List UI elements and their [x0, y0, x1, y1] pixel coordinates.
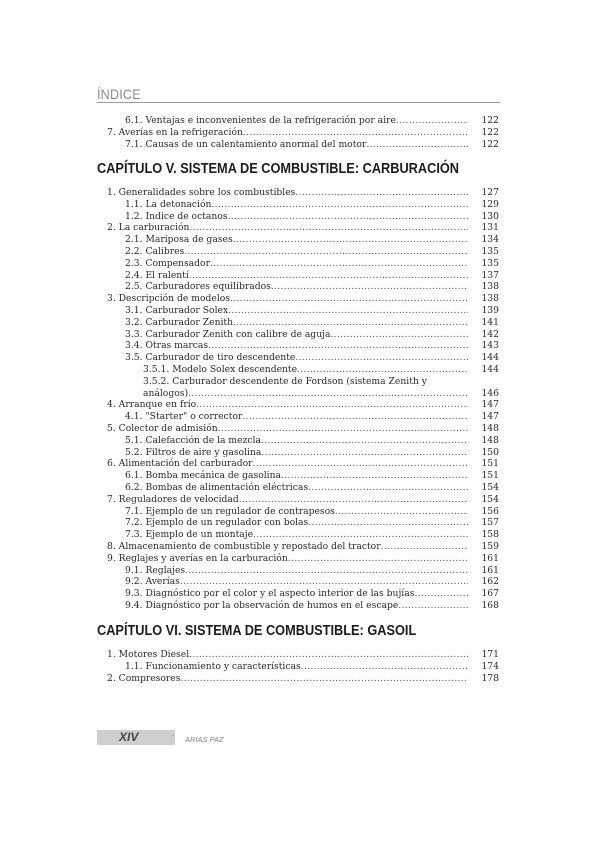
- toc-entry: [0, 364, 600, 376]
- toc-entry-title: [125, 329, 468, 341]
- chapter-v-heading: CAPÍTULO V. SISTEMA DE COMBUSTIBLE: CARBURACIÓN: [97, 161, 460, 177]
- toc-entry: [0, 258, 600, 270]
- toc-entry: [0, 352, 600, 364]
- leader-dots: [427, 376, 468, 388]
- toc-entry: [0, 494, 600, 506]
- leader-dots: [184, 246, 468, 258]
- leader-dots: [308, 482, 468, 494]
- toc-entry: [0, 388, 600, 400]
- toc-entry-title: [125, 211, 468, 223]
- toc-entry-title: [125, 246, 468, 258]
- leader-dots: [189, 222, 468, 234]
- toc-entry-title: [125, 506, 468, 518]
- toc-entry: [0, 305, 600, 317]
- toc-entry-title: [125, 234, 468, 246]
- toc-entry-title: [107, 127, 468, 139]
- leader-dots: [189, 270, 468, 282]
- leader-dots: [233, 234, 468, 246]
- toc-entry-label: 1.2. Índice de octanos: [125, 210, 228, 222]
- toc-entry-page: 130: [481, 210, 499, 222]
- leader-dots: [208, 340, 468, 352]
- toc-entry: [0, 399, 600, 411]
- toc-entry: [0, 576, 600, 588]
- toc-entry-title: [125, 447, 468, 459]
- leader-dots: [295, 352, 468, 364]
- toc-entry-title: [125, 317, 468, 329]
- toc-entry-page: 135: [481, 257, 499, 269]
- toc-entry-title: [125, 352, 468, 364]
- leader-dots: [210, 258, 468, 270]
- toc-entry-page: 144: [481, 363, 499, 375]
- toc-entry: [0, 470, 600, 482]
- toc-entry-title: [125, 565, 468, 577]
- toc-entry-label: 6.1. Bomba mecánica de gasolina: [125, 470, 282, 482]
- toc-entry: [0, 435, 600, 447]
- toc-entry-title: [107, 553, 468, 565]
- toc-entry-label: 3.5.2. Carburador descendente de Fordson (sistema Zenith y: [143, 375, 427, 387]
- leader-dots: [295, 187, 468, 199]
- toc-entry-title: [107, 458, 468, 470]
- toc-entry-page: 127: [481, 187, 499, 198]
- toc-entry-title: [125, 600, 468, 612]
- leader-dots: [414, 588, 468, 600]
- toc-entry-page: 129: [481, 198, 499, 210]
- leader-dots: [239, 494, 468, 506]
- toc-entry: [0, 222, 600, 234]
- toc-entry-title: [107, 541, 468, 553]
- toc-entry-page: 159: [481, 540, 499, 552]
- toc-entry-label: 2.3. Compensador: [125, 257, 210, 269]
- toc-entry-page: 138: [481, 281, 499, 293]
- toc-entry-title: [125, 115, 468, 127]
- toc-entry: [0, 553, 600, 565]
- leader-dots: [180, 673, 468, 685]
- toc-entry: [0, 234, 600, 246]
- leader-dots: [243, 127, 468, 139]
- leader-dots: [261, 447, 468, 459]
- toc-entry: [0, 115, 600, 127]
- toc-entry-title: [125, 661, 468, 673]
- toc-entry-label: 5.1. Calefacción de la mezcla: [125, 434, 261, 446]
- toc-entry-page: 151: [481, 470, 499, 482]
- toc-section-chapter-v: [0, 187, 600, 612]
- leader-dots: [330, 329, 468, 341]
- toc-entry-page: 138: [481, 293, 499, 305]
- toc-entry-label: 6.2. Bombas de alimentación eléctricas: [125, 481, 309, 493]
- toc-entry-title: [125, 281, 468, 293]
- toc-entry: [0, 661, 600, 673]
- leader-dots: [335, 506, 468, 518]
- toc-entry: [0, 673, 600, 685]
- toc-entry-label: 5. Colector de admisión: [107, 422, 218, 434]
- leader-dots: [253, 529, 468, 541]
- toc-entry: [0, 246, 600, 258]
- toc-entry-label: 3.5. Carburador de tiro descendente: [125, 352, 296, 364]
- toc-entry-title: [107, 494, 468, 506]
- toc-entry-title: [107, 673, 468, 685]
- toc-entry-label: 4. Arranque en frío: [107, 399, 197, 411]
- toc-entry-page: 142: [481, 328, 499, 340]
- toc-entry-page: 161: [481, 552, 499, 564]
- toc-entry-label: 2. La carburación: [107, 222, 190, 234]
- index-header: ÍNDICE: [97, 86, 141, 102]
- toc-entry-title: [125, 576, 468, 588]
- leader-dots: [185, 565, 468, 577]
- leader-dots: [396, 115, 468, 127]
- toc-entry-label: 9.2. Averías: [125, 576, 180, 588]
- toc-entry-label: 7.3. Ejemplo de un montaje: [125, 529, 254, 541]
- toc-entry: [0, 649, 600, 661]
- toc-entry: [0, 199, 600, 211]
- toc-entry-title: [107, 399, 468, 411]
- toc-entry: [0, 187, 600, 199]
- toc-entry-title: [125, 517, 468, 529]
- toc-section-continued: [0, 115, 600, 150]
- toc-entry-label: 7.1. Causas de un calentamiento anormal del motor: [125, 138, 367, 150]
- leader-dots: [180, 576, 468, 588]
- toc-entry-title: [125, 482, 468, 494]
- toc-entry-label: 1. Motores Diesel: [107, 649, 190, 660]
- toc-entry-page: 168: [481, 599, 499, 611]
- toc-entry-label: 9. Reglajes y averías en la carburación: [107, 552, 288, 564]
- author-name: ARIAS PAZ: [185, 735, 224, 744]
- toc-entry-title: [125, 588, 468, 600]
- toc-entry-title: [107, 222, 468, 234]
- toc-entry-page: 156: [481, 505, 499, 517]
- toc-entry-page: 141: [481, 316, 499, 328]
- toc-entry-title: [107, 293, 468, 305]
- toc-entry-label: 2.1. Mariposa de gases: [125, 234, 233, 246]
- toc-entry-page: 146: [481, 387, 499, 399]
- toc-entry-title: [125, 529, 468, 541]
- toc-entry-page: 174: [481, 660, 499, 672]
- toc-entry-label: 3.4. Otras marcas: [125, 340, 209, 352]
- leader-dots: [297, 364, 468, 376]
- toc-entry-page: 157: [481, 517, 499, 529]
- toc-entry-label: análogos): [143, 387, 189, 399]
- toc-entry-title: [107, 423, 468, 435]
- toc-entry-page: 151: [481, 458, 499, 470]
- toc-entry: [0, 506, 600, 518]
- toc-entry-label: 2.2. Calibres: [125, 245, 185, 257]
- page-number: XIV: [119, 730, 139, 744]
- toc-entry: [0, 517, 600, 529]
- toc-entry: [0, 293, 600, 305]
- toc-entry: [0, 565, 600, 577]
- page-number-tab: [97, 730, 175, 745]
- toc-entry-label: 7.1. Ejemplo de un regulador de contrapesos: [125, 505, 335, 517]
- toc-entry-page: 161: [481, 564, 499, 576]
- toc-entry-label: 5.2. Filtros de aire y gasolina: [125, 446, 262, 458]
- toc-entry-page: 171: [481, 649, 499, 660]
- toc-entry-page: 154: [481, 481, 499, 493]
- toc-entry-title: [125, 199, 468, 211]
- leader-dots: [189, 649, 468, 661]
- toc-entry-title: [125, 340, 468, 352]
- toc-entry-page: 122: [481, 138, 499, 150]
- toc-entry: [0, 270, 600, 282]
- toc-entry-label: 2.5. Carburadores equilibrados: [125, 281, 271, 293]
- toc-entry-label: 6. Alimentación del carburador: [107, 458, 253, 470]
- toc-entry-page: 148: [481, 422, 499, 434]
- toc-entry-label: 7. Reguladores de velocidad: [107, 493, 239, 505]
- leader-dots: [211, 199, 468, 211]
- toc-entry-page: 162: [481, 576, 499, 588]
- header-rule: [97, 102, 500, 103]
- leader-dots: [261, 435, 468, 447]
- leader-dots: [308, 517, 468, 529]
- toc-entry-title: [125, 305, 468, 317]
- toc-entry-page: 167: [481, 588, 499, 600]
- toc-entry-label: 3.1. Carburador Solex: [125, 304, 229, 316]
- toc-entry-page: 122: [481, 126, 499, 138]
- toc-entry-title: [143, 364, 468, 376]
- leader-dots: [228, 211, 468, 223]
- toc-entry-label: 4.1. "Starter" o corrector: [125, 411, 243, 423]
- toc-entry: [0, 600, 600, 612]
- toc-entry-label: 3.5.1. Modelo Solex descendente: [143, 363, 298, 375]
- toc-entry-title: [107, 187, 468, 199]
- toc-entry-label: 2.4. El ralentí: [125, 269, 189, 281]
- toc-entry-label: 2. Compresores: [107, 672, 181, 684]
- toc-entry: [0, 423, 600, 435]
- toc-entry: [0, 139, 600, 151]
- toc-entry: [0, 482, 600, 494]
- toc-entry-label: 3.2. Carburador Zenith: [125, 316, 234, 328]
- toc-entry-label: 1.1. La detonación: [125, 198, 212, 210]
- toc-entry-page: 137: [481, 269, 499, 281]
- toc-entry: [0, 529, 600, 541]
- toc-entry: [0, 317, 600, 329]
- toc-entry-title: [125, 470, 468, 482]
- toc-entry-page: 148: [481, 434, 499, 446]
- toc-entry: [0, 340, 600, 352]
- leader-dots: [242, 411, 468, 423]
- toc-entry: [0, 211, 600, 223]
- leader-dots: [301, 661, 468, 673]
- toc-entry-label: 8. Almacenamiento de combustible y repostado del tractor: [107, 540, 381, 552]
- leader-dots: [218, 423, 468, 435]
- leader-dots: [233, 317, 468, 329]
- toc-entry-label: 9.3. Diagnóstico por el color y el aspecto interior de las bujías: [125, 588, 415, 600]
- toc-entry-page: 122: [481, 115, 499, 126]
- toc-entry-page: 131: [481, 222, 499, 234]
- leader-dots: [398, 600, 468, 612]
- toc-entry-label: 7.2. Ejemplo de un regulador con bolas: [125, 517, 309, 529]
- toc-entry-label: 3. Descripción de modelos: [107, 293, 230, 305]
- toc-entry-label: 1.1. Funcionamiento y características: [125, 660, 301, 672]
- toc-entry-label: 7. Averías en la refrigeración: [107, 126, 243, 138]
- toc-entry: [0, 127, 600, 139]
- leader-dots: [253, 458, 468, 470]
- toc-entry-page: 147: [481, 411, 499, 423]
- toc-entry: [0, 588, 600, 600]
- toc-entry-page: 134: [481, 234, 499, 246]
- toc-entry-label: 9.4. Diagnóstico por la observación de humos en el escape: [125, 599, 399, 611]
- toc-entry-title: [107, 649, 468, 661]
- toc-entry-page: 178: [481, 672, 499, 684]
- toc-entry-page: 143: [481, 340, 499, 352]
- leader-dots: [288, 553, 468, 565]
- toc-entry: [0, 281, 600, 293]
- toc-entry-page: 150: [481, 446, 499, 458]
- toc-entry-title: [125, 258, 468, 270]
- toc-entry-title: [143, 388, 468, 400]
- toc-section-chapter-vi: [0, 649, 600, 684]
- leader-dots: [230, 293, 468, 305]
- leader-dots: [196, 399, 468, 411]
- toc-entry-page: 154: [481, 493, 499, 505]
- toc-entry-label: 1. Generalidades sobre los combustibles: [107, 187, 296, 198]
- chapter-vi-heading: CAPÍTULO VI. SISTEMA DE COMBUSTIBLE: GASOIL: [97, 623, 417, 639]
- toc-entry-title: [125, 435, 468, 447]
- toc-entry: [0, 541, 600, 553]
- toc-entry-page: 139: [481, 304, 499, 316]
- leader-dots: [271, 281, 468, 293]
- toc-entry-label: 3.3. Carburador Zenith con calibre de aguja: [125, 328, 331, 340]
- toc-entry: [0, 376, 600, 388]
- toc-entry-label: 9.1. Reglajes: [125, 564, 186, 576]
- toc-entry-title: [143, 376, 468, 388]
- toc-entry-label: 6.1. Ventajas e inconvenientes de la refrigeración por aire: [125, 115, 396, 126]
- toc-entry-page: 147: [481, 399, 499, 411]
- leader-dots: [366, 139, 468, 151]
- toc-entry: [0, 458, 600, 470]
- toc-entry-title: [125, 139, 468, 151]
- toc-entry-page: 158: [481, 529, 499, 541]
- leader-dots: [381, 541, 468, 553]
- toc-entry: [0, 329, 600, 341]
- leader-dots: [188, 388, 468, 400]
- leader-dots: [281, 470, 468, 482]
- toc-entry-title: [125, 411, 468, 423]
- toc-entry-title: [125, 270, 468, 282]
- toc-entry: [0, 447, 600, 459]
- toc-entry: [0, 411, 600, 423]
- toc-entry-page: 144: [481, 352, 499, 364]
- separator-dot: ·: [172, 731, 175, 740]
- leader-dots: [228, 305, 468, 317]
- toc-entry-page: 135: [481, 245, 499, 257]
